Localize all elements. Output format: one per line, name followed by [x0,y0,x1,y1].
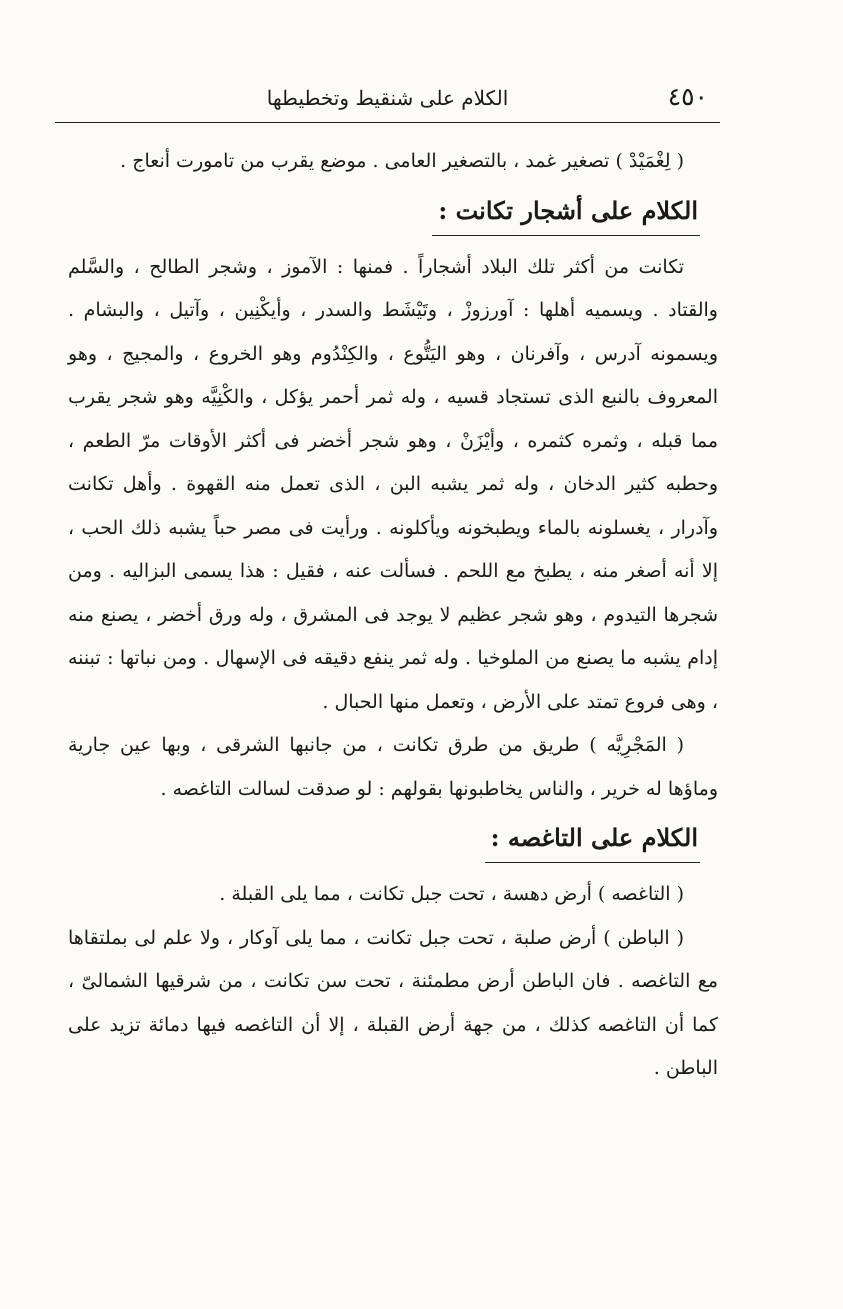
section-heading-taghsa: الكلام على التاغصه : [485,820,700,863]
paragraph-lighmayd: ( لِغْمَيْدْ ) تصغير غمد ، بالتصغير العامى . موضع يقرب من تامورت أنعاج . [120,150,684,172]
page-body [68,140,718,1091]
header-rule [55,122,720,123]
running-title: الكلام على شنقيط وتخطيطها [266,86,509,110]
heading-wrap-trees [68,192,718,236]
paragraph-batin: ( الباطن ) أرض صلبة ، تحت جبل تكانت ، مما يلى آوكار ، ولا علم لى بملتقاها مع التاغصه . فان الباطن أرض مطمئنة ، تحت سن تكانت ، من شرقيها الشمالىّ ، كما أن التاغصه كذلك ، من جهة أرض القبلة ، إلا أن التاغصه فيها دمائة تزيد على الباطن . [68,926,718,1079]
paragraph-taghsa: ( التاغصه ) أرض دهسة ، تحت جبل تكانت ، مما يلى القبلة . [219,883,684,905]
paragraph-trees: تكانت من أكثر تلك البلاد أشجاراً . فمنها : الآموز ، وشجر الطالح ، والسَّلم والقتاد . ويسميه أهلها : آورزوزْ ، وتَيْشَط والسدر ، وأيكْنِين ، وآتيل ، والبشام . ويسمونه آدرس ، وآفرنان ، وهو اليَتُّوع ، والكِنْدُوم وهو الخروع ، والمجيج ، وهو المعروف بالنبع الذى تستجاد قسيه ، وله ثمر أحمر يؤكل ، والكْنِيَّه وهو شجر يقرب مما قبله ، وثمره كثمره ، وأيْزَنْ ، وهو شجر أخضر فى أكثر الأوقات مرّ الطعم ، وحطبه كثير الدخان ، وله ثمر يشبه البن ، الذى تعمل منه القهوة . وأهل تكانت وآدرار ، يغسلونه بالماء ويطبخونه ويأكلونه . ورأيت فى مصر حباً يشبه ذلك الحب ، إلا أنه أصغر منه ، يطبخ مع اللحم . فسألت عنه ، فقيل : هذا يسمى البزاليه . ومن شجرها التيدوم ، وهو شجر عظيم لا يوجد فى المشرق ، وله ورق أخضر ، يصنع منه إدام يشبه ما يصنع من الملوخيا . وله ثمر ينفع دقيقه فى الإسهال . ومن نباتها : تبننه ، وهى فروع تمتد على الأرض ، وتعمل منها الحبال . [68,255,718,713]
heading-wrap-taghsa [68,819,718,863]
page-number: ٤٥٠ [667,82,708,111]
page-header [55,80,720,120]
section-heading-trees: الكلام على أشجار تكانت : [432,193,700,236]
paragraph-majriyya: ( المَجْرِيَّه ) طريق من طرق تكانت ، من جانبها الشرقى ، وبها عين جارية وماؤها له خرير ، والناس يخاطبونها بقولهم : لو صدقت لسالت التاغصه . [68,734,718,800]
